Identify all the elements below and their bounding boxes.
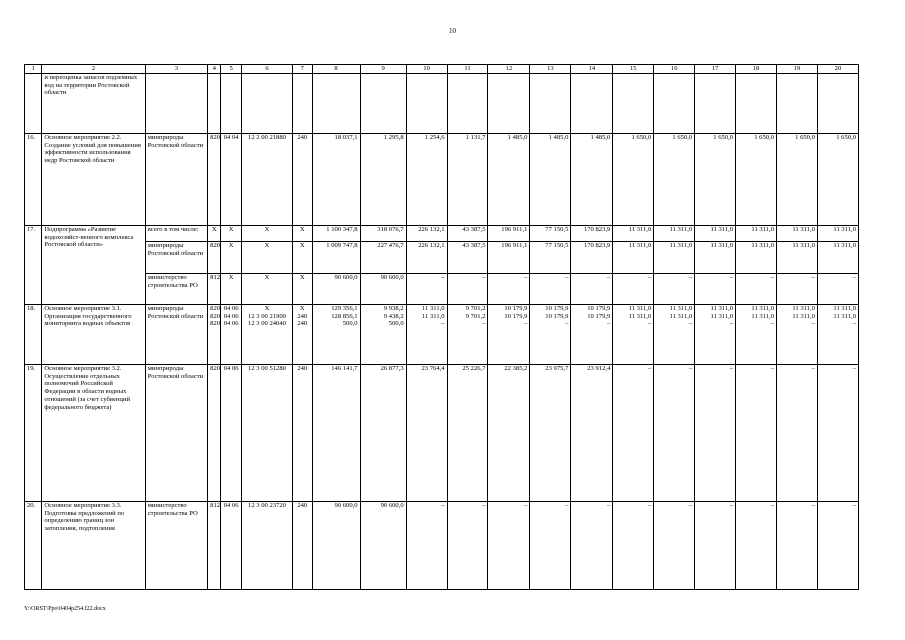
data-cell — [221, 305, 241, 365]
data-cell: 240 — [293, 365, 312, 502]
data-cell-line: 11 311,0 — [751, 305, 774, 312]
data-cell: 25 226,7 — [447, 365, 488, 502]
data-cell: – — [613, 274, 654, 305]
data-cell: 11 311,0 — [695, 242, 736, 274]
column-header: 12 — [488, 65, 530, 74]
column-header: 17 — [695, 65, 736, 74]
row-number: 18. — [25, 305, 42, 365]
data-cell: X — [221, 226, 241, 242]
data-cell: 1 650,0 — [777, 134, 818, 226]
data-cell — [208, 74, 221, 134]
data-cell: X — [293, 274, 312, 305]
column-header: 20 — [817, 65, 858, 74]
data-cell-line: 820 — [210, 320, 221, 328]
data-cell-line: 10 179,9 — [587, 305, 611, 312]
data-cell: – — [447, 502, 488, 590]
column-header: 9 — [360, 65, 406, 74]
data-cell-line: 9 701,2 — [465, 305, 486, 312]
data-cell-line: 129 356,1 — [331, 305, 358, 312]
data-cell-line: 11 311,0 — [792, 305, 815, 312]
data-cell: 90 600,0 — [312, 502, 360, 590]
data-cell: 1 650,0 — [817, 134, 858, 226]
data-cell: X — [241, 274, 292, 305]
data-cell: 11 311,0 — [654, 242, 695, 274]
data-cell — [530, 74, 571, 134]
data-cell: – — [817, 365, 858, 502]
data-cell: 812 — [208, 502, 221, 590]
data-cell: 11 311,0 — [736, 242, 777, 274]
data-cell: 43 387,5 — [447, 226, 488, 242]
column-header: 15 — [613, 65, 654, 74]
data-cell-line: 820 — [210, 312, 221, 320]
data-cell — [654, 74, 695, 134]
data-cell: 820 — [208, 134, 221, 226]
data-cell-line: 04 06 — [223, 312, 239, 320]
data-cell: – — [695, 274, 736, 305]
data-cell — [406, 305, 447, 365]
page-number: 10 — [449, 27, 456, 35]
column-header: 19 — [777, 65, 818, 74]
row-executor: всего в том числе: — [145, 226, 207, 242]
row-title: Основное мероприятие 3.1. Организация государственного мониторинга водных объектов — [42, 305, 145, 365]
data-cell: X — [208, 226, 221, 242]
row-number: 16. — [25, 134, 42, 226]
data-cell-line: 10 179,9 — [545, 305, 569, 312]
row-executor: минприроды Ростовской области — [145, 365, 207, 502]
data-cell: 812 — [208, 274, 221, 305]
data-cell: 18 037,1 — [312, 134, 360, 226]
data-cell: 1 254,6 — [406, 134, 447, 226]
data-cell — [406, 74, 447, 134]
data-cell: – — [817, 502, 858, 590]
data-cell: – — [613, 365, 654, 502]
data-cell: 11 311,0 — [613, 242, 654, 274]
data-cell: 227 476,7 — [360, 242, 406, 274]
data-cell-line: 12 3 00 24040 — [248, 320, 286, 328]
data-cell-line: – — [729, 320, 734, 328]
row-20 — [25, 502, 859, 590]
data-cell-line: 10 179,9 — [587, 312, 611, 320]
data-cell: 11 311,0 — [817, 242, 858, 274]
data-cell: – — [571, 502, 613, 590]
data-cell: 1 485,0 — [488, 134, 530, 226]
column-header: 13 — [530, 65, 571, 74]
data-cell: 11 311,0 — [777, 242, 818, 274]
row-16 — [25, 134, 859, 226]
row-number: 20. — [25, 502, 42, 590]
data-cell-line: 11 311,0 — [710, 312, 734, 320]
data-cell: 12 3 00 23720 — [241, 502, 292, 590]
data-cell-line: – — [688, 320, 693, 328]
row-17b — [25, 242, 859, 274]
data-cell-line: 12 3 00 21900 — [248, 312, 286, 320]
data-cell: 226 132,1 — [406, 226, 447, 242]
row-number — [25, 74, 42, 134]
data-cell-line: 820 — [210, 305, 221, 312]
data-cell — [293, 74, 312, 134]
data-cell: 1 650,0 — [654, 134, 695, 226]
row-executor: министерство строительства РО — [145, 502, 207, 590]
data-cell: – — [406, 274, 447, 305]
data-cell: 170 823,9 — [571, 226, 613, 242]
data-cell — [488, 305, 530, 365]
data-cell-line: – — [770, 320, 774, 328]
data-cell: – — [654, 274, 695, 305]
data-cell: – — [736, 502, 777, 590]
data-cell: 23 975,7 — [530, 365, 571, 502]
data-cell: 1 650,0 — [736, 134, 777, 226]
column-header: 3 — [145, 65, 207, 74]
data-cell-line: 11 311,0 — [833, 312, 856, 320]
data-cell: 240 — [293, 134, 312, 226]
data-cell-line: 04 06 — [223, 305, 239, 312]
row-title: Основное мероприятие 3.3. Подготовка предложений по определению границ зон затопления, подтопления — [42, 502, 145, 590]
data-cell: – — [654, 502, 695, 590]
data-cell: 11 311,0 — [613, 226, 654, 242]
data-cell: – — [654, 365, 695, 502]
data-cell: 04 06 — [221, 365, 241, 502]
data-cell: 43 387,5 — [447, 242, 488, 274]
data-cell: 90 600,0 — [360, 274, 406, 305]
data-cell-line: 240 — [297, 320, 308, 328]
data-cell: X — [293, 226, 312, 242]
data-cell-line: 04 06 — [223, 320, 239, 328]
data-cell: 23 764,4 — [406, 365, 447, 502]
row-number: 19. — [25, 365, 42, 502]
data-cell: – — [488, 502, 530, 590]
data-cell: 146 141,7 — [312, 365, 360, 502]
data-cell-line: 240 — [297, 312, 308, 320]
data-cell-line: 11 311,0 — [628, 312, 652, 320]
data-cell — [777, 74, 818, 134]
data-cell-line: – — [852, 320, 856, 328]
data-cell: X — [241, 242, 292, 274]
data-cell — [817, 305, 858, 365]
data-cell-line: 11 311,0 — [751, 312, 774, 320]
data-cell — [654, 305, 695, 365]
data-cell — [293, 305, 312, 365]
data-cell: 226 132,1 — [406, 242, 447, 274]
column-header: 5 — [221, 65, 241, 74]
data-cell: – — [736, 365, 777, 502]
data-cell — [488, 74, 530, 134]
data-cell-line: – — [441, 320, 445, 328]
data-cell: – — [695, 365, 736, 502]
row-continuation — [25, 74, 859, 134]
data-cell-line: 9 938,2 — [383, 305, 404, 312]
data-cell-line: – — [565, 320, 569, 328]
column-header: 11 — [447, 65, 488, 74]
data-cell: 196 911,1 — [488, 242, 530, 274]
data-cell-line: – — [524, 320, 528, 328]
row-17c — [25, 274, 859, 305]
data-cell — [208, 305, 221, 365]
data-cell: 22 385,2 — [488, 365, 530, 502]
data-cell: 04 06 — [221, 502, 241, 590]
data-cell: 170 823,9 — [571, 242, 613, 274]
row-executor: минприроды Ростовской области — [145, 242, 207, 274]
data-cell — [571, 74, 613, 134]
data-cell — [777, 305, 818, 365]
column-header: 7 — [293, 65, 312, 74]
row-17a — [25, 226, 859, 242]
file-path-footer: Y:\ORST\Ppo\0404p254.f22.docx — [24, 606, 106, 612]
data-cell — [221, 74, 241, 134]
budget-table — [24, 64, 859, 590]
row-executor: минприроды Ростовской области — [145, 305, 207, 365]
data-cell: 240 — [293, 502, 312, 590]
data-cell — [447, 74, 488, 134]
data-cell-line: 10 179,9 — [545, 312, 569, 320]
data-cell: – — [695, 502, 736, 590]
column-header: 6 — [241, 65, 292, 74]
data-cell: 1 295,8 — [360, 134, 406, 226]
data-cell: – — [447, 274, 488, 305]
data-cell — [613, 74, 654, 134]
data-cell: 196 911,1 — [488, 226, 530, 242]
column-header: 10 — [406, 65, 447, 74]
data-cell-line: 500,0 — [388, 320, 404, 328]
data-cell: X — [221, 274, 241, 305]
row-title: Основное мероприятие 3.2. Осуществление отдельных полномочий Российской Федерации в области водных отношений (за счет субвенций федерального бюджета) — [42, 365, 145, 502]
data-cell-line: 11 311,0 — [421, 312, 445, 320]
data-cell: 11 311,0 — [695, 226, 736, 242]
data-cell — [241, 74, 292, 134]
data-cell: X — [221, 242, 241, 274]
data-cell: 12 2 00 21880 — [241, 134, 292, 226]
data-cell-line: 11 311,0 — [833, 305, 856, 312]
data-cell: X — [241, 226, 292, 242]
data-cell — [817, 74, 858, 134]
data-cell: 1 650,0 — [695, 134, 736, 226]
column-header: 14 — [571, 65, 613, 74]
data-cell-line: 9 701,2 — [465, 312, 486, 320]
data-cell: 12 3 00 51280 — [241, 365, 292, 502]
data-cell: 820 — [208, 365, 221, 502]
data-cell — [695, 74, 736, 134]
data-cell-line: 11 311,0 — [669, 312, 693, 320]
data-cell: X — [293, 242, 312, 274]
data-cell: – — [817, 274, 858, 305]
data-cell-line: 10 179,9 — [504, 305, 528, 312]
data-cell: 90 600,0 — [312, 274, 360, 305]
data-cell: 1 650,0 — [613, 134, 654, 226]
data-cell: 77 150,5 — [530, 226, 571, 242]
data-cell: – — [613, 502, 654, 590]
data-cell-line: 9 438,2 — [383, 312, 404, 320]
data-cell-line: 500,0 — [342, 320, 358, 328]
data-cell: 318 076,7 — [360, 226, 406, 242]
data-cell: – — [406, 502, 447, 590]
column-header-row — [25, 65, 859, 74]
data-cell: – — [777, 365, 818, 502]
data-cell: – — [530, 274, 571, 305]
data-cell: 1 485,0 — [530, 134, 571, 226]
row-18 — [25, 305, 859, 365]
data-cell — [312, 305, 360, 365]
data-cell: 820 — [208, 242, 221, 274]
row-title: Подпрограмма «Развитие водохозяйст-венного комплекса Ростовской области» — [42, 226, 145, 305]
data-cell: 77 150,5 — [530, 242, 571, 274]
row-title: Основное мероприятие 2.2. Создание условий для повышения эффективности использования недр Ростовской области — [42, 134, 145, 226]
data-cell: 11 311,0 — [817, 226, 858, 242]
data-cell-line: X — [299, 305, 305, 312]
data-cell: 1 009 747,8 — [312, 242, 360, 274]
data-cell-line: – — [811, 320, 815, 328]
data-cell: 11 311,0 — [654, 226, 695, 242]
data-cell: 26 877,3 — [360, 365, 406, 502]
data-cell — [571, 305, 613, 365]
column-header: 8 — [312, 65, 360, 74]
data-cell: – — [777, 274, 818, 305]
data-cell-line: 11 311,0 — [628, 305, 652, 312]
column-header: 4 — [208, 65, 221, 74]
data-cell — [360, 305, 406, 365]
data-cell: 90 600,0 — [360, 502, 406, 590]
data-cell: – — [736, 274, 777, 305]
data-cell: 1 131,7 — [447, 134, 488, 226]
data-cell-line: 11 311,0 — [710, 305, 734, 312]
data-cell — [241, 305, 292, 365]
data-cell: 04 04 — [221, 134, 241, 226]
data-cell — [312, 74, 360, 134]
data-cell: – — [530, 502, 571, 590]
data-cell — [736, 74, 777, 134]
data-cell-line: 11 311,0 — [669, 305, 693, 312]
data-cell-line: – — [482, 320, 486, 328]
data-cell-line: 11 311,0 — [421, 305, 445, 312]
data-cell: 11 311,0 — [777, 226, 818, 242]
row-executor: министерство строительства РО — [145, 274, 207, 305]
data-cell-line: 11 311,0 — [792, 312, 815, 320]
data-cell-line: – — [607, 320, 611, 328]
data-cell — [736, 305, 777, 365]
data-cell-line: X — [264, 305, 270, 312]
data-cell-line: 128 856,1 — [331, 312, 358, 320]
data-cell: – — [777, 502, 818, 590]
row-executor: минприроды Ростовской области — [145, 134, 207, 226]
row-title: и переоценка запасов подземных вод на территории Ростовской области — [42, 74, 145, 134]
row-number: 17. — [25, 226, 42, 305]
data-cell-line: 10 179,9 — [504, 312, 528, 320]
data-cell: 1 485,0 — [571, 134, 613, 226]
data-cell: – — [571, 274, 613, 305]
data-cell — [447, 305, 488, 365]
row-19 — [25, 365, 859, 502]
column-header: 1 — [25, 65, 42, 74]
data-cell — [530, 305, 571, 365]
column-header: 2 — [42, 65, 145, 74]
column-header: 18 — [736, 65, 777, 74]
column-header: 16 — [654, 65, 695, 74]
data-cell: 1 100 347,8 — [312, 226, 360, 242]
row-executor — [145, 74, 207, 134]
data-cell-line: – — [647, 320, 652, 328]
data-cell: – — [488, 274, 530, 305]
data-cell — [695, 305, 736, 365]
data-cell: 23 912,4 — [571, 365, 613, 502]
data-cell — [360, 74, 406, 134]
data-cell: 11 311,0 — [736, 226, 777, 242]
data-cell — [613, 305, 654, 365]
